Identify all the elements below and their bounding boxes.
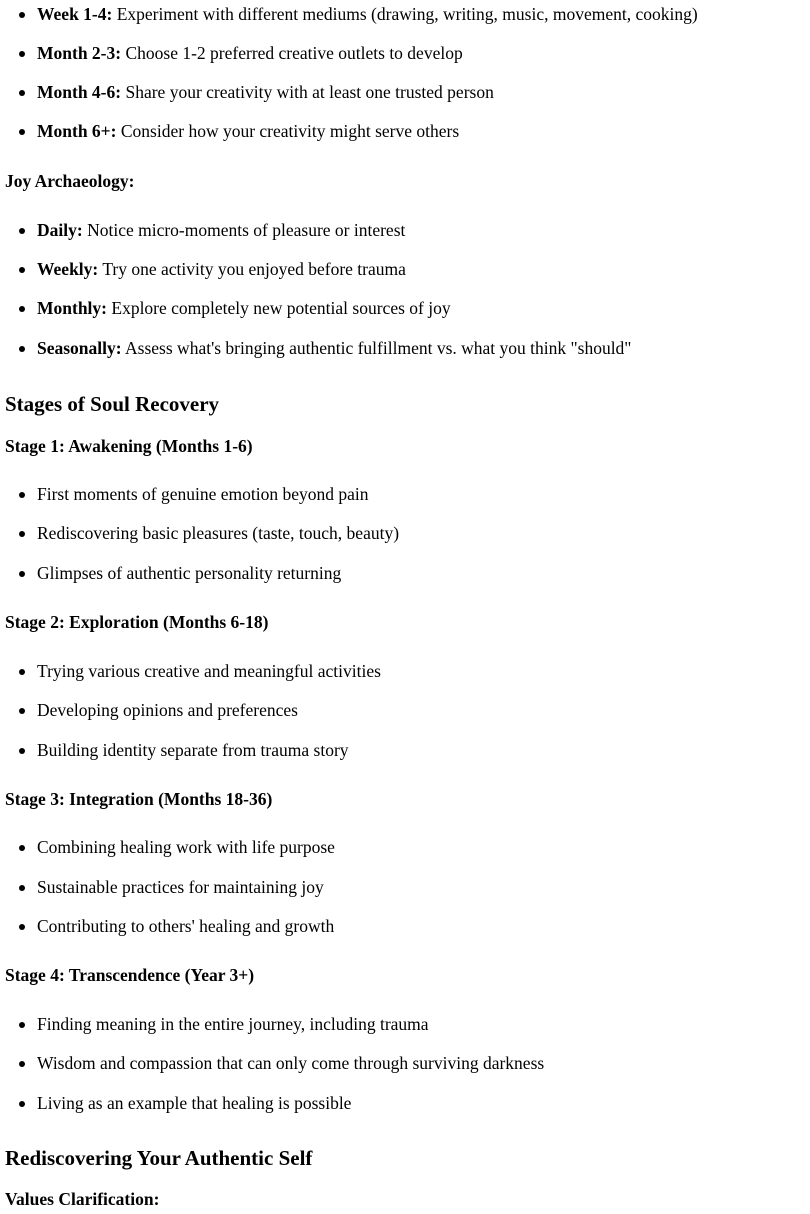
stage-title: Stage 1: Awakening (Months 1-6) xyxy=(5,436,253,456)
list-item: Finding meaning in the entire journey, including trauma xyxy=(37,1014,429,1034)
item-label: Month 4-6: xyxy=(37,82,122,102)
item-label: Week 1-4: xyxy=(37,4,113,24)
authentic-self-heading: Rediscovering Your Authentic Self xyxy=(5,1146,313,1170)
item-text: Choose 1-2 preferred creative outlets to develop xyxy=(125,43,463,63)
list-item: Developing opinions and preferences xyxy=(37,700,298,720)
item-label: Daily: xyxy=(37,220,83,240)
stages-heading: Stages of Soul Recovery xyxy=(5,392,220,416)
list-item: Rediscovering basic pleasures (taste, touch, beauty) xyxy=(37,523,400,543)
stage-title: Stage 3: Integration (Months 18-36) xyxy=(5,789,273,809)
list-item: Sustainable practices for maintaining joy xyxy=(37,877,324,897)
item-label: Seasonally: xyxy=(37,338,122,358)
list-item xyxy=(37,120,459,142)
item-text: Notice micro-moments of pleasure or interest xyxy=(87,220,406,240)
item-text: Share your creativity with at least one trusted person xyxy=(125,82,494,102)
list-item xyxy=(37,297,451,319)
list-item: Combining healing work with life purpose xyxy=(37,837,335,857)
list-item: First moments of genuine emotion beyond pain xyxy=(37,484,369,504)
item-text: Assess what's bringing authentic fulfillment vs. what you think "should" xyxy=(125,338,632,358)
item-label: Month 2-3: xyxy=(37,43,122,63)
item-label: Month 6+: xyxy=(37,121,117,141)
item-label: Monthly: xyxy=(37,298,107,318)
list-item xyxy=(37,81,494,103)
item-text: Consider how your creativity might serve others xyxy=(120,121,460,141)
list-item xyxy=(37,219,405,241)
values-clarification-heading: Values Clarification: xyxy=(5,1189,160,1209)
stage-title: Stage 2: Exploration (Months 6-18) xyxy=(5,612,269,632)
list-item: Building identity separate from trauma story xyxy=(37,740,349,760)
joy-archaeology-heading: Joy Archaeology: xyxy=(5,171,135,191)
item-text: Try one activity you enjoyed before trauma xyxy=(102,259,406,279)
item-text: Experiment with different mediums (drawing, writing, music, movement, cooking) xyxy=(116,4,698,24)
item-label: Weekly: xyxy=(37,259,99,279)
list-item: Contributing to others' healing and growth xyxy=(37,916,335,936)
list-item: Glimpses of authentic personality returning xyxy=(37,563,342,583)
item-text: Explore completely new potential sources of joy xyxy=(111,298,451,318)
list-item: Trying various creative and meaningful activities xyxy=(37,661,381,681)
stage-title: Stage 4: Transcendence (Year 3+) xyxy=(5,965,255,985)
list-item xyxy=(37,42,463,64)
list-item: Living as an example that healing is possible xyxy=(37,1093,352,1113)
list-item xyxy=(37,258,406,280)
list-item: Wisdom and compassion that can only come through surviving darkness xyxy=(37,1053,545,1073)
list-item xyxy=(37,337,631,359)
list-item xyxy=(37,3,698,25)
